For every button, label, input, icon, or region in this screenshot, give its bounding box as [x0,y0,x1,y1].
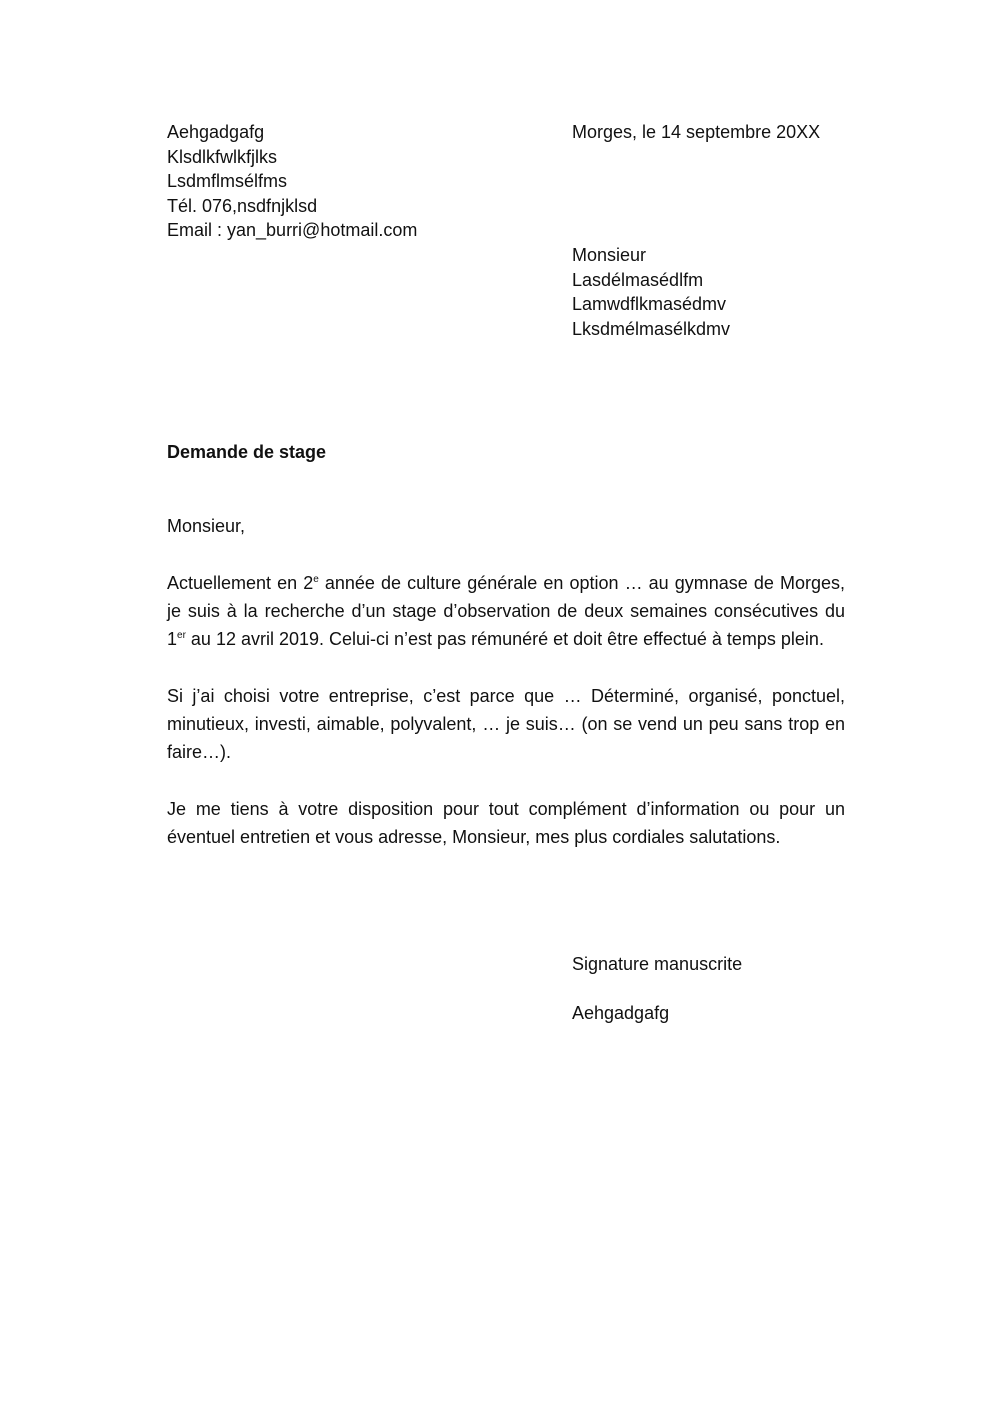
recipient-title: Monsieur [572,245,647,265]
signature-label: Signature manuscrite [572,954,743,974]
sender-block [167,120,547,243]
paragraph-1-superscript-b: er [177,630,186,641]
paragraph-1-text-a: Actuellement en 2 [167,573,314,593]
body-paragraph-2: Si j’ai choisi votre entreprise, c’est parce que … Déterminé, organisé, ponctuel, minutieux, investi, aimable, polyvalent, … je suis… (on se vend un peu sans trop en faire…). [167,686,845,762]
paragraph-1-text-c: au 12 avril 2019. Celui-ci n’est pas rémunéré et doit être effectué à temps plein. [185,629,824,649]
signature-name: Aehgadgafg [572,1003,670,1023]
sender-phone: Tél. 076,nsdfnjklsd [167,195,318,216]
recipient-block [572,243,730,341]
sender-address-line-2: Lsdmflmsélfms [167,171,288,191]
paragraph-1-text-b: année de culture générale en option … au gymnase de Morges, je suis à la recherche d’un stage d’observation de deux semaines consécutives du 1 [167,573,845,649]
paragraph-1-superscript-a: e [313,574,319,585]
body-paragraph-3: Je me tiens à votre disposition pour tout complément d’information ou pour un éventuel entretien et vous adresse, Monsieur, mes plus cordiales salutations. [167,799,845,847]
sender-email: Email : yan_burri@hotmail.com [167,220,418,240]
recipient-line-1: Lasdélmasédlfm [572,269,704,290]
recipient-line-3: Lksdmélmasélkdmv [572,318,731,339]
letter-subject: Demande de stage [167,442,327,462]
sender-address-line-1: Klsdlkfwlkfjlks [167,146,278,167]
letter-salutation: Monsieur, [167,516,246,536]
date-line: Morges, le 14 septembre 20XX [572,122,821,142]
body-paragraph-1 [167,569,845,653]
sender-name: Aehgadgafg [167,122,265,142]
recipient-line-2: Lamwdflkmasédmv [572,294,727,314]
